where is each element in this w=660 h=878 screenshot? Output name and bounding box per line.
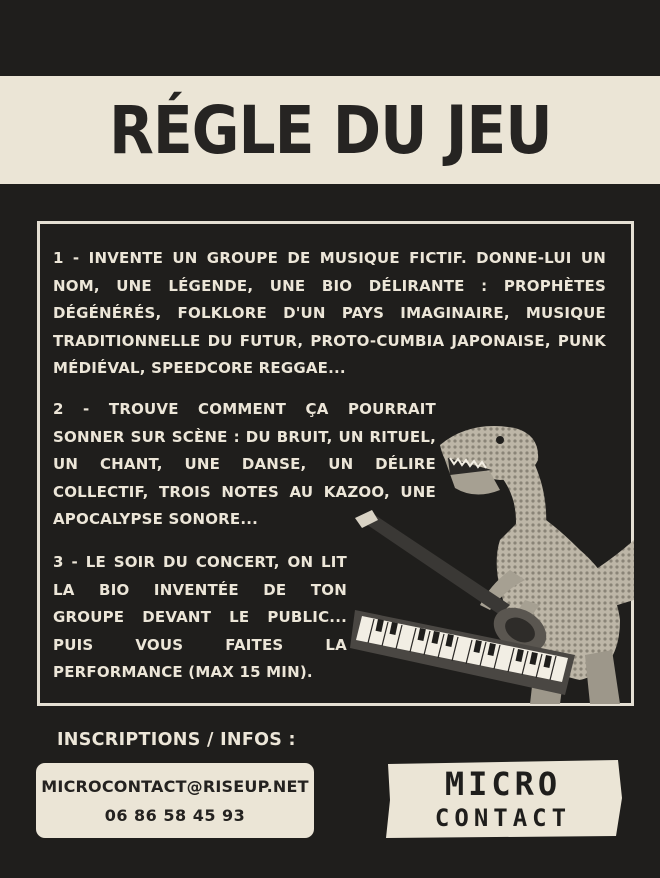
rule-3: 3 - LE SOIR DU CONCERT, ON LIT LA BIO INVENTÉE DE TON GROUPE DEVANT LE PUBLIC... PUIS VOUS FAITES LA PERFORMANCE (MAX 15 MIN).	[53, 553, 347, 681]
microcontact-logo	[382, 758, 624, 840]
contact-email[interactable]: MICROCONTACT@RISEUP.NET	[41, 776, 309, 796]
rule-2: 2 - TROUVE COMMENT ÇA POURRAIT SONNER SUR SCÈNE : DU BRUIT, UN RITUEL, UN CHANT, UNE DANSE, UN DÉLIRE COLLECTIF, TROIS NOTES AU KAZOO, UNE APOCALYPSE SONORE...	[53, 400, 436, 528]
contact-heading: INSCRIPTIONS / INFOS :	[57, 730, 296, 750]
contact-card	[36, 763, 314, 838]
t-rex-guitar-keyboard-illustration	[350, 420, 634, 704]
logo-line-2: CONTACT	[434, 804, 572, 832]
contact-phone[interactable]: 06 86 58 45 93	[104, 805, 246, 825]
page-title: RÉGLE DU JEU	[108, 91, 552, 169]
title-banner	[0, 76, 660, 184]
logo-line-1: MICRO	[444, 765, 562, 803]
rule-1: 1 - INVENTE UN GROUPE DE MUSIQUE FICTIF. DONNE-LUI UN NOM, UNE LÉGENDE, UNE BIO DÉLIRANTE : PROPHÈTES DÉGÉNÉRÉS, FOLKLORE D'UN PAYS IMAGINAIRE, MUSIQUE TRADITIONNELLE DU FUTUR, PROTO-CUMBIA JAPONAISE, PUNK MÉDIÉVAL, SPEEDCORE REGGAE...	[53, 249, 606, 377]
